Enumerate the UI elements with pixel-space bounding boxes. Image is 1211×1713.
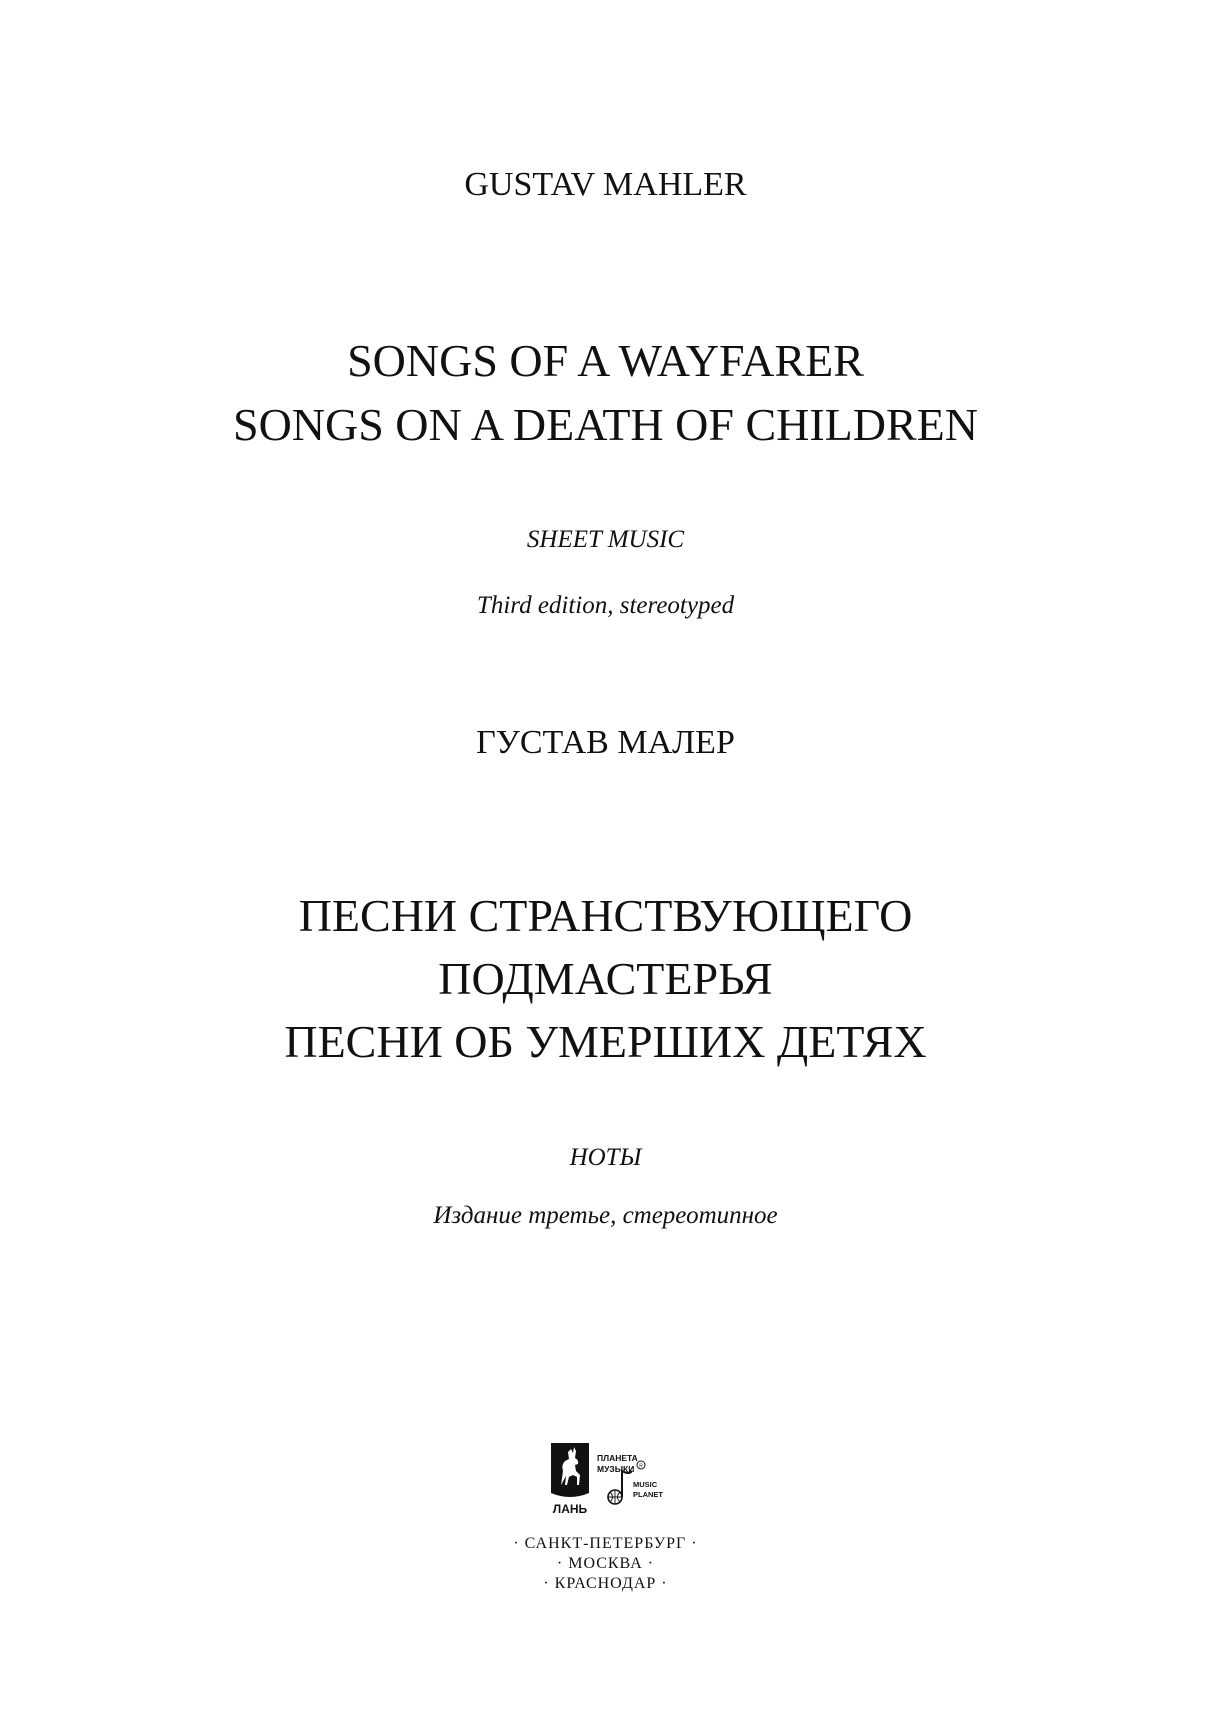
planet-ru-line-2: МУЗЫКИ bbox=[597, 1464, 635, 1474]
lan-deer-icon bbox=[551, 1443, 589, 1497]
russian-title-line-3: ПЕСНИ ОБ УМЕРШИХ ДЕТЯХ bbox=[284, 1016, 927, 1067]
english-title-line-1: SONGS OF A WAYFARER bbox=[347, 335, 864, 386]
english-edition: Third edition, stereotyped bbox=[476, 592, 735, 619]
english-subtitle: SHEET MUSIC bbox=[526, 526, 685, 553]
publisher-city-3: · КРАСНОДАР · bbox=[543, 1575, 668, 1592]
russian-title-line-2: ПОДМАСТЕРЬЯ bbox=[438, 953, 773, 1004]
english-author: GUSTAV MAHLER bbox=[464, 166, 747, 203]
publisher-city-1: · САНКТ-ПЕТЕРБУРГ · bbox=[513, 1535, 698, 1552]
planet-ru-line-1: ПЛАНЕТА bbox=[597, 1453, 638, 1463]
planet-en-line-2: PLANET bbox=[633, 1490, 663, 1499]
publisher-logo bbox=[549, 1441, 669, 1519]
russian-edition: Издание третье, стереотипное bbox=[433, 1202, 778, 1229]
svg-text:R: R bbox=[639, 1463, 643, 1470]
lan-logo-text: ЛАНЬ bbox=[552, 1502, 588, 1516]
publisher-city-2: · МОСКВА · bbox=[556, 1555, 655, 1572]
russian-subtitle: НОТЫ bbox=[569, 1144, 642, 1171]
planet-en-line-1: MUSIC bbox=[633, 1480, 658, 1489]
russian-title-line-1: ПЕСНИ СТРАНСТВУЮЩЕГО bbox=[298, 890, 913, 941]
english-title-line-2: SONGS ON A DEATH OF CHILDREN bbox=[232, 399, 978, 450]
russian-author: ГУСТАВ МАЛЕР bbox=[476, 724, 735, 761]
